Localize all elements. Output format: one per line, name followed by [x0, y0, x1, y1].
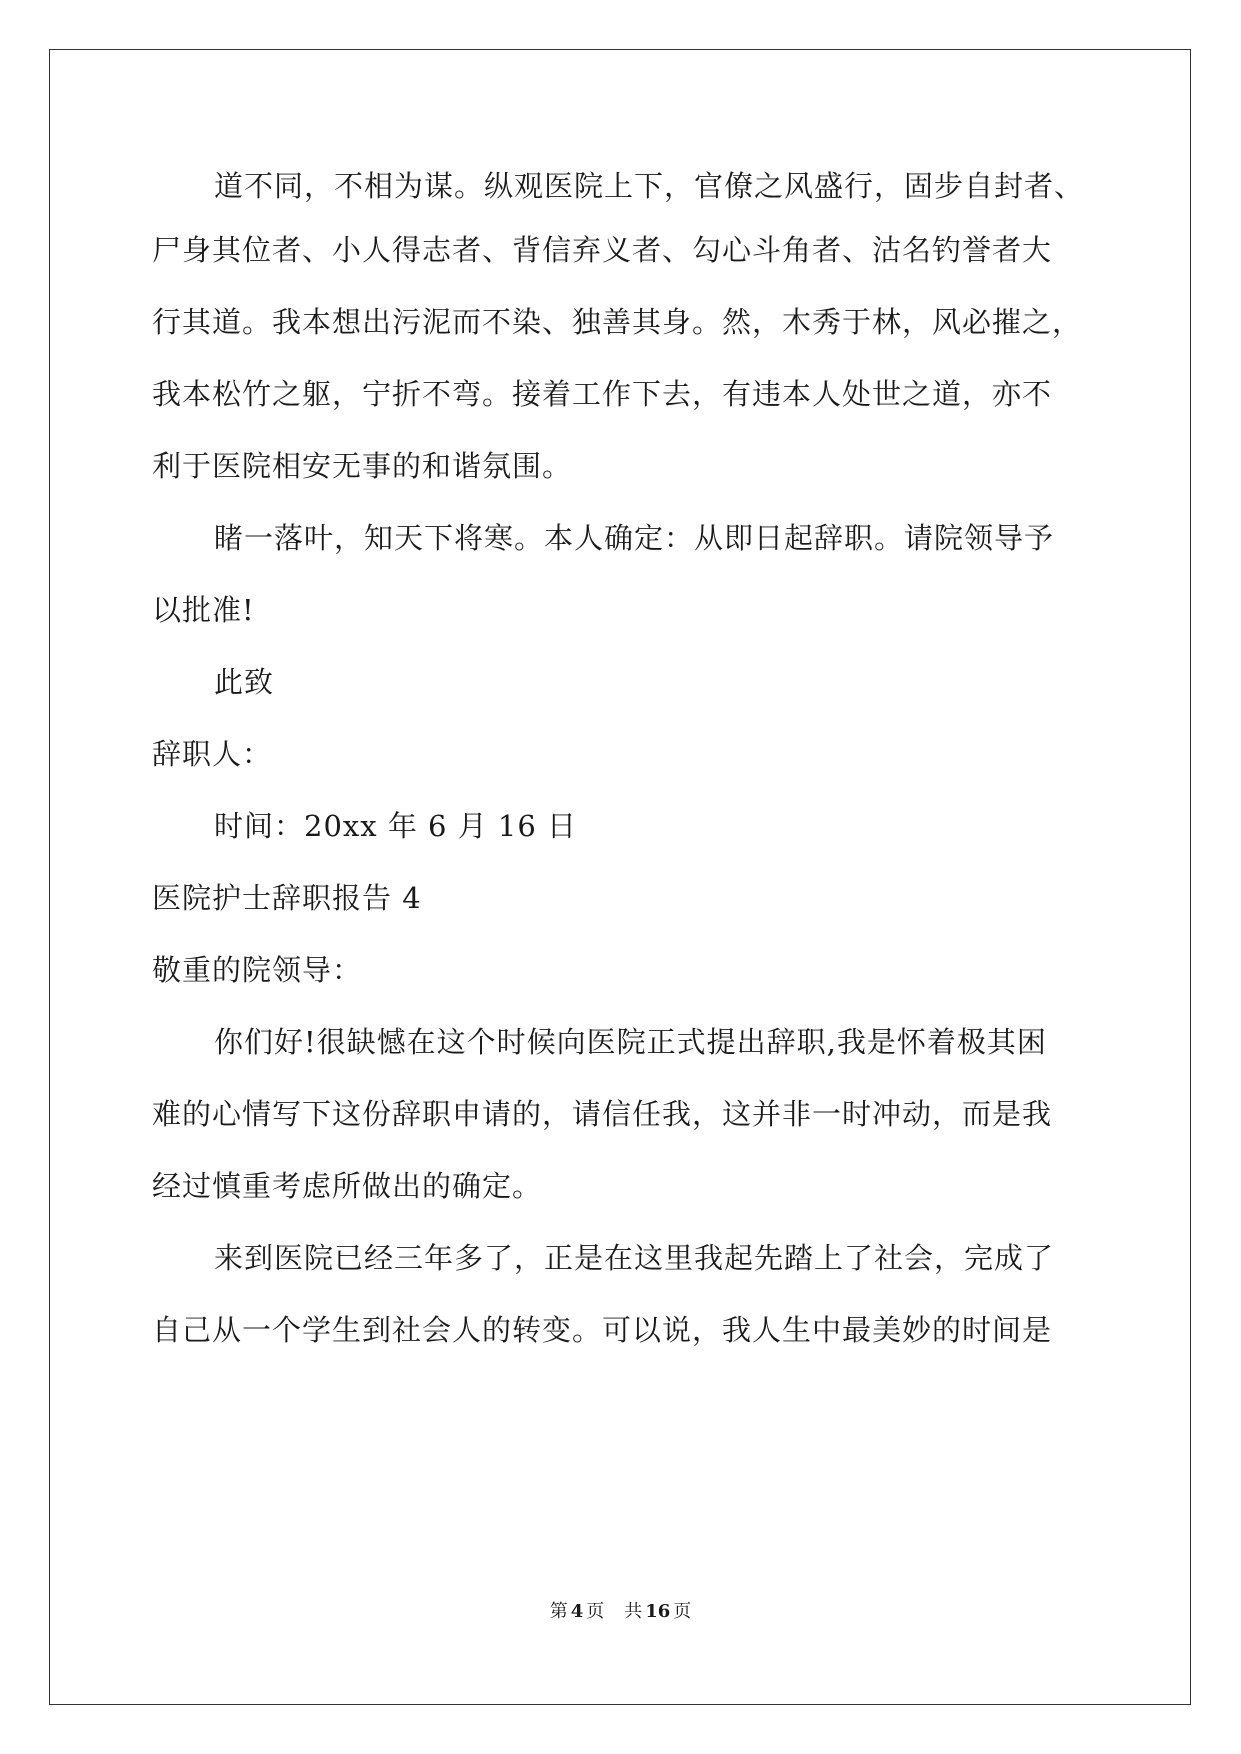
total-prefix: 共 — [624, 1601, 643, 1622]
signer-label: 辞职人： — [152, 737, 273, 771]
text-line: 难的心情写下这份辞职申请的，请信任我，这并非一时冲动，而是我 — [152, 1097, 1053, 1131]
text-line: 尸身其位者、小人得志者、背信弃义者、勾心斗角者、沽名钓誉者大 — [152, 233, 1053, 267]
total-pages: 16 — [645, 1601, 671, 1622]
salutation-closing: 此致 — [214, 665, 275, 699]
text-line: 道不同，不相为谋。纵观医院上下，官僚之风盛行，固步自封者、 — [214, 169, 1085, 203]
text-line: 我本松竹之躯，宁折不弯。接着工作下去，有违本人处世之道，亦不 — [152, 377, 1053, 411]
text-line: 自己从一个学生到社会人的转变。可以说，我人生中最美妙的时间是 — [152, 1313, 1053, 1347]
page-number: 4 — [570, 1601, 584, 1622]
text-line: 来到医院已经三年多了，正是在这里我起先踏上了社会，完成了 — [214, 1241, 1055, 1275]
salutation: 敬重的院领导： — [152, 953, 363, 987]
section-title: 医院护士辞职报告 4 — [152, 881, 422, 915]
total-suffix: 页 — [673, 1601, 692, 1622]
text-line: 你们好!很缺憾在这个时候向医院正式提出辞职,我是怀着极其困 — [214, 1025, 1047, 1059]
text-line: 行其道。我本想出污泥而不染、独善其身。然，木秀于林，风必摧之， — [152, 305, 1083, 339]
text-line: 经过慎重考虑所做出的确定。 — [152, 1169, 543, 1203]
text-line: 以批准! — [152, 593, 255, 627]
date-line: 时间：20xx 年 6 月 16 日 — [214, 809, 578, 843]
page-border — [49, 49, 1191, 1705]
page-suffix: 页 — [586, 1601, 605, 1622]
text-line: 睹一落叶，知天下将寒。本人确定：从即日起辞职。请院领导予 — [214, 521, 1055, 555]
page-footer — [0, 1600, 1241, 1624]
page-prefix: 第 — [549, 1601, 568, 1622]
text-line: 利于医院相安无事的和谐氛围。 — [152, 449, 573, 483]
